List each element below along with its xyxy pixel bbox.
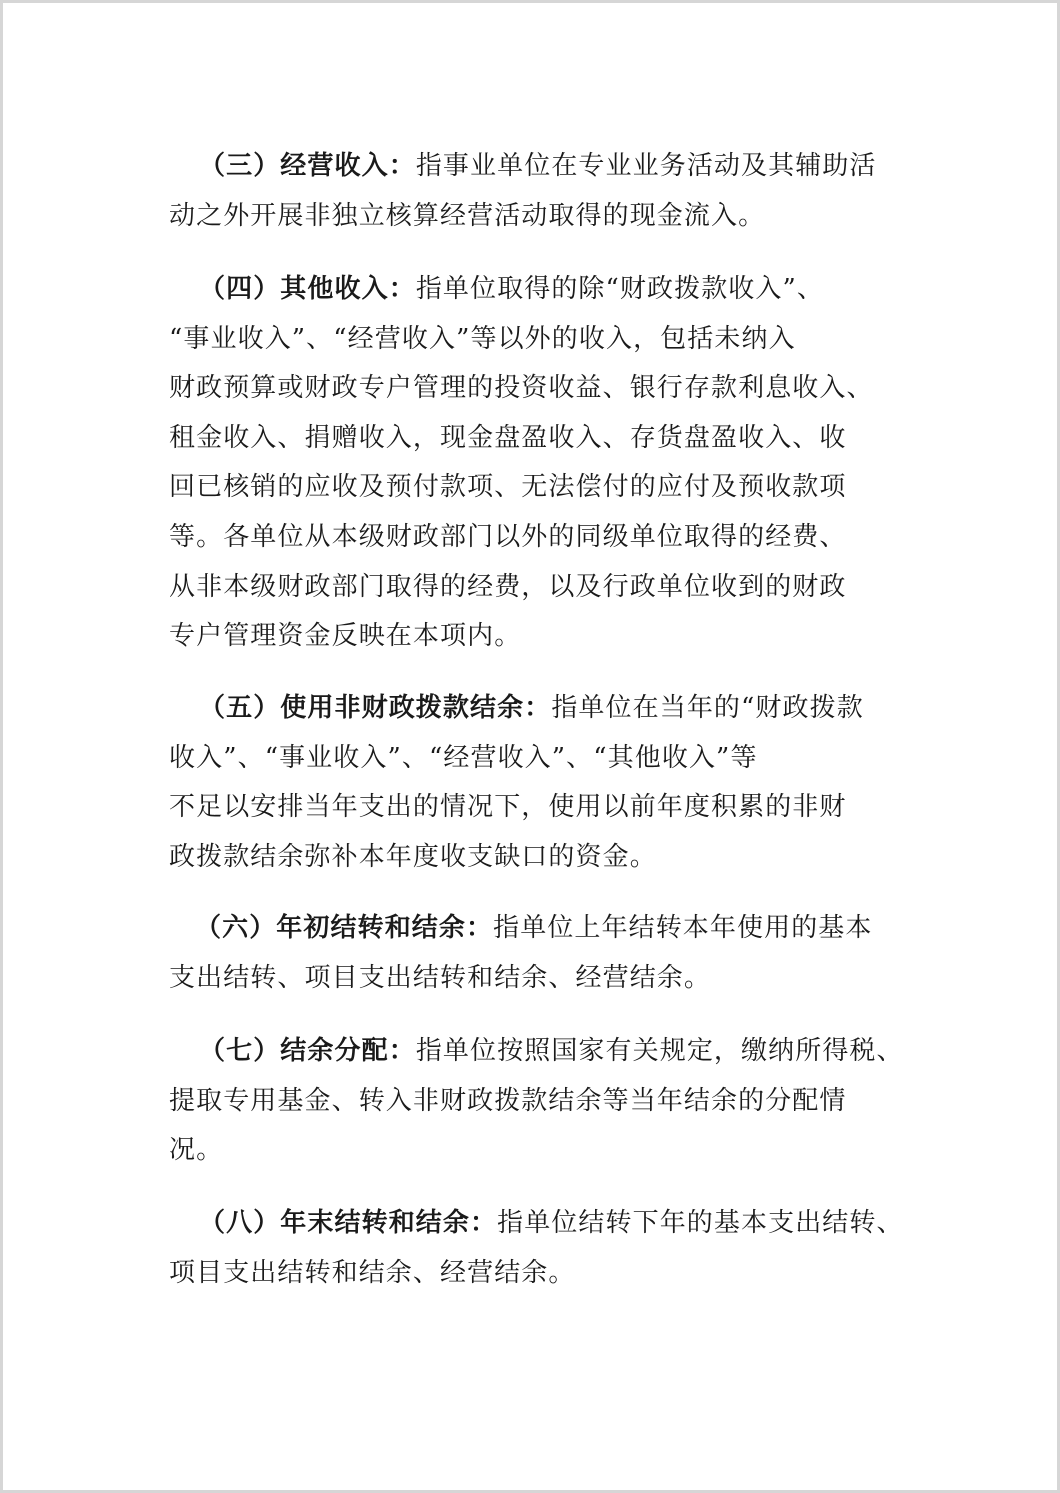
section-text: 指单位在当年的“财政拨款	[551, 693, 864, 723]
section-surplus-distribution	[169, 1027, 929, 1176]
section-heading: （四）其他收入：	[199, 274, 416, 304]
section-line: 支出结转、项目支出结转和结余、经营结余。	[169, 962, 712, 993]
section-line: 财政预算或财政专户管理的投资收益、银行存款利息收入、	[169, 373, 874, 404]
section-operating-income	[169, 142, 929, 241]
section-text: 指单位结转下年的基本支出结转、	[497, 1208, 904, 1238]
section-line: 收入”、“事业收入”、“经营收入”、“其他收入”等	[169, 742, 758, 773]
section-first-line	[169, 265, 929, 315]
section-heading: （七）结余分配：	[199, 1036, 416, 1066]
section-non-fiscal-surplus	[169, 684, 929, 882]
section-line: 从非本级财政部门取得的经费，以及行政单位收到的财政	[169, 571, 847, 602]
section-line: 项目支出结转和结余、经营结余。	[169, 1257, 576, 1288]
section-line: 等。各单位从本级财政部门以外的同级单位取得的经费、	[169, 521, 847, 552]
section-first-line	[169, 904, 929, 954]
section-line: 动之外开展非独立核算经营活动取得的现金流入。	[169, 200, 766, 231]
section-line: 专户管理资金反映在本项内。	[169, 621, 522, 652]
section-text: 指单位取得的除“财政拨款收入”、	[415, 274, 824, 304]
section-line: 租金收入、捐赠收入，现金盘盈收入、存货盘盈收入、收	[169, 422, 847, 453]
section-text: 指单位上年结转本年使用的基本	[493, 913, 873, 943]
section-line: “事业收入”、“经营收入”等以外的收入，包括未纳入	[169, 323, 796, 354]
section-line: 提取专用基金、转入非财政拨款结余等当年结余的分配情	[169, 1085, 847, 1116]
section-other-income	[169, 265, 929, 662]
section-heading: （六）年初结转和结余：	[195, 913, 494, 943]
section-first-line	[169, 1027, 929, 1077]
section-text: 指事业单位在专业业务活动及其辅助活	[415, 151, 877, 181]
section-opening-carryover	[169, 904, 929, 1003]
section-line: 回已核销的应收及预付款项、无法偿付的应付及预收款项	[169, 472, 847, 503]
section-text: 指单位按照国家有关规定，缴纳所得税、	[415, 1036, 904, 1066]
section-closing-carryover	[169, 1199, 929, 1298]
section-heading: （八）年末结转和结余：	[199, 1208, 498, 1238]
section-heading: （五）使用非财政拨款结余：	[199, 693, 552, 723]
section-first-line	[169, 1199, 929, 1249]
section-first-line	[169, 142, 929, 192]
section-line: 不足以安排当年支出的情况下，使用以前年度积累的非财	[169, 792, 847, 823]
section-first-line	[169, 684, 929, 734]
section-heading: （三）经营收入：	[199, 151, 416, 181]
section-line: 况。	[169, 1135, 224, 1166]
section-line: 政拨款结余弥补本年度收支缺口的资金。	[169, 841, 657, 872]
